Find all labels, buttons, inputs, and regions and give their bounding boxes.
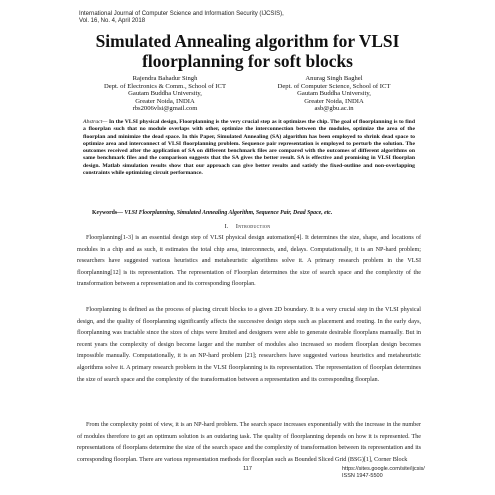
keywords-label: Keywords—	[92, 210, 123, 216]
author-city: Greater Noida, INDIA	[304, 97, 364, 105]
body-paragraph-2	[77, 305, 421, 386]
author-dept: Dept. of Electronics & Comm., School of ICT	[104, 82, 226, 90]
abstract	[83, 119, 415, 177]
page-number: 117	[243, 466, 252, 472]
abstract-text: In the VLSI physical design, Floorplanning is the very crucial step as it optimizes the chip. The goal of floorplanning is to find a floorplan such that no module overlaps with other, optimize the interconnection between the modules, optimize the area of the floorplan and minimize the dead space. In this Paper, Simulated Annealing (SA) algorithm has been employed to shrink dead space to optimize area and interconnect of VLSI floorplanning problem. Sequence pair representation is employed to perturb the solution. The outcomes received after the application of SA on different benchmark files are compared with the outcomes of different algorithms on same benchmark files and the comparison suggests that the SA gives the better result. SA is effective and promising in VLSI floorplan design. Matlab simulation results show that our approach can give better results and satisfy the fixed-outline and non-overlapping constraints while optimizing circuit performance.	[83, 119, 415, 176]
author-block-1	[80, 75, 250, 113]
author-email: asb@gbu.ac.in	[314, 105, 354, 113]
keywords-text: VLSI Floorplanning, Simulated Annealing Algorithm, Sequence Pair, Dead Space, etc.	[122, 210, 333, 216]
author-univ: Gautam Buddha University,	[128, 90, 202, 98]
title-line-2: floorplanning for soft blocks	[142, 51, 353, 71]
author-dept: Dept. of Computer Science, School of ICT	[277, 82, 391, 90]
journal-name: International Journal of Computer Science and Information Security (IJCSIS),	[79, 11, 284, 17]
journal-header	[79, 11, 419, 26]
paragraph-text: Floorplanning is defined as the process of placing circuit blocks to a given 2D boundary. It is a very crucial step in the VLSI physical design, and the quality of floorplanning significantly affects the successive design steps such as placement and routing. In the early days, floorplanning was tractable since the sizes of chips were limited and designers were able to generate desirable floorplans manually. But in recent years the complexity of design become larger and the number of modules also increased so modern floorplan design becomes impossible manually. Computationally, it is an NP-hard problem [21]; researchers have suggested various heuristics and metaheuristic algorithms solve it. A primary research problem in the VLSI floorplanning is its representation. The representation of floorplan determines the size of search space and the complexity of the transformation between a representation and its corresponding floorplan.	[77, 307, 421, 383]
body-paragraph-3	[77, 420, 421, 466]
author-univ: Gautam Buddha University,	[297, 90, 371, 98]
journal-url[interactable]: https://sites.google.com/site/ijcsis/	[342, 466, 425, 472]
section-number: I.	[224, 224, 229, 230]
title-line-1: Simulated Annealing algorithm for VLSI	[95, 31, 400, 51]
keywords	[92, 210, 417, 217]
author-email: rbs2006vlsi@gmail.com	[132, 105, 198, 113]
section-title: Introduction	[235, 224, 271, 230]
paragraph-text: From the complexity point of view, it is an NP-hard problem. The search space increases exponentially with the increase in the number of modules therefore to get an optimum solution is an outdaring task. The quality of floorplanning depends on how it is represented. The representations of floorplans determine the size of the search space and the complexity of transformation between its representation and its corresponding floorplan. There are various representation methods for floorplan such as Bounded Sliced Grid (BSG)[1], Corner Block	[77, 422, 421, 463]
paper-title	[40, 31, 455, 71]
body-paragraph-1	[77, 233, 421, 291]
author-name: Anurag Singh Baghel	[305, 75, 363, 82]
paragraph-text: Floorplanning[1-3] is an essential design step of VLSI physical design automation[4]. It determines the size, shape, and locations of modules in a chip and as such, it estimates the total chip area, interconnects, and, delays. Computationally, it is an NP-hard problem; researchers have suggested various heuristics and metaheuristic algorithms solve it. A primary research problem in the VLSI floorplanning[12] is its representation. The representation of Floorplan determines the size of search space and the complexity of the transformation between a representation and its corresponding floorplan.	[77, 235, 421, 288]
abstract-label: Abstract—	[83, 119, 108, 125]
author-name: Rajendra Bahadur Singh	[132, 75, 198, 82]
footer-info	[342, 466, 425, 480]
author-city: Greater Noida, INDIA	[135, 97, 195, 105]
author-block-2	[249, 75, 419, 113]
issn: ISSN 1947-5500	[342, 473, 383, 479]
journal-volume: Vol. 16, No. 4, April 2018	[79, 18, 146, 25]
section-heading	[0, 224, 495, 231]
